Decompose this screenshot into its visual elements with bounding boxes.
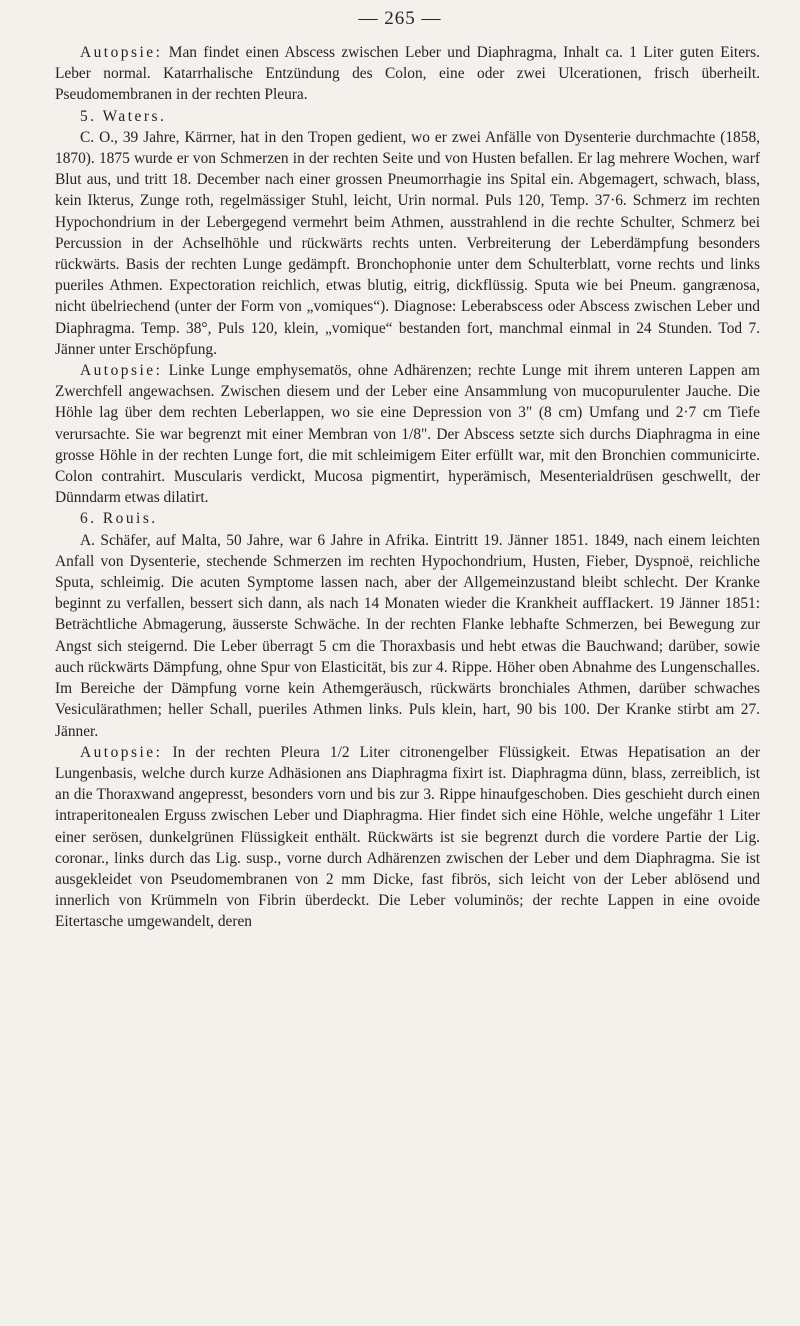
paragraph-text: In der rechten Pleura 1/2 Liter citronengelber Flüssigkeit. Etwas Hepatisation an der Lungenbasis, welche durch kurze Adhäsionen ans Diaphragma fixirt ist. Diaphragma dünn, blass, zerreiblich, ist an die Thoraxwand angepresst, besonders vorn und bis zur 3. Rippe hinaufgeschoben. Dies geschieht durch einen intraperitonealen Erguss zwischen Leber und Diaphragma. Hier findet sich eine Höhle, welche ungefähr 1 Liter einer serösen, dunkelgrünen Flüssigkeit enthält. Rückwärts ist sie begrenzt durch die vordere Partie der Lig. coronar., links durch das Lig. susp., vorne durch Adhärenzen zwischen der Leber und dem Diaphragma. Sie ist ausgekleidet von Pseudomembranen von 2 mm Dicke, fast fibrös, sich leicht von der Leber ablösend und innerlich von Krümmeln von Fibrin überdeckt. Die Leber voluminös; der rechte Lappen in eine ovoide Eitertasche umgewandelt, deren bbox=[55, 743, 760, 931]
autopsie-heading: Autopsie: bbox=[80, 44, 163, 61]
case-title: 6. Rouis. bbox=[80, 510, 158, 528]
case-heading-waters bbox=[55, 106, 760, 127]
paragraph-text: Man findet einen Abscess zwischen Leber und Diaphragma, Inhalt ca. 1 Liter guten Eiters. Leber normal. Katarrhalische Entzündung des Colon, eine oder zwei Ulcerationen, frisch überheilt. Pseudomembranen in der rechten Pleura. bbox=[55, 44, 760, 104]
paragraph-case-5 bbox=[55, 127, 760, 360]
paragraph-text: C. O., 39 Jahre, Kärrner, hat in den Tropen gedient, wo er zwei Anfälle von Dysenterie durchmachte (1858, 1870). 1875 wurde er von Schmerzen in der rechten Seite und von Husten befallen. Er lag mehrere Wochen, warf Blut aus, und tritt 18. December nach einer grossen Pneumorrhagie ins Spital ein. Abgemagert, schwach, blass, kein Ikterus, Zunge roth, regelmässiger Stuhl, leicht, Urin normal. Puls 120, Temp. 37·6. Schmerz im rechten Hypochondrium in der Lebergegend vermehrt beim Athmen, ausstrahlend in die rechte Schulter, Schmerz bei Percussion in der Achselhöhle und rückwärts rechts unten. Verbreiterung der Leberdämpfung besonders rückwärts. Basis der rechten Lunge gedämpft. Bronchophonie unter dem Schulterblatt, vorne rechts und links pueriles Athmen. Expectoration reichlich, etwas blutig, eitrig, dickflüssig. Sputa wie bei Pneum. gangrænosa, nicht übelriechend (unter der Form von „vomiques“). Diagnose: Leberabscess oder Abscess zwischen Leber und Diaphragma. Temp. 38°, Puls 120, klein, „vomique“ bestanden fort, manchmal einmal in 24 Stunden. Tod 7. Jänner unter Erschöpfung. bbox=[55, 128, 760, 358]
paragraph-autopsie-3 bbox=[55, 742, 760, 933]
case-title: 5. Waters. bbox=[80, 107, 167, 125]
paragraph-case-6 bbox=[55, 530, 760, 742]
paragraph-autopsie-1 bbox=[55, 42, 760, 106]
paragraph-text: Linke Lunge emphysematös, ohne Adhärenzen; rechte Lunge mit ihrem unteren Lappen am Zwerchfell angewachsen. Zwischen diesem und der Leber eine Ansammlung von mucopurulenter Jauche. Die Höhle lag über dem rechten Leberlappen, wo sie eine Depression von 3" (8 cm) Umfang und 2·7 cm Tiefe verursachte. Sie war begrenzt mit einer Membran von 1/8". Der Abscess setzte sich durchs Diaphragma in eine grosse Höhle in der rechten Lunge fort, die mit schleimigem Eiter erfüllt war, mit den Bronchien communicirte. Colon contrahirt. Muscularis verdickt, Mucosa pigmentirt, hyperämisch, Mesenterialdrüsen geschwellt, der Dünndarm etwas dilatirt. bbox=[55, 362, 760, 507]
paragraph-autopsie-2 bbox=[55, 360, 760, 508]
body-text bbox=[55, 42, 760, 933]
paragraph-text: A. Schäfer, auf Malta, 50 Jahre, war 6 Jahre in Afrika. Eintritt 19. Jänner 1851. 1849, nach einem leichten Anfall von Dysenterie, stechende Schmerzen im rechten Hypochondrium, Husten, Fieber, Dyspnoë, reichliche Sputa, schleimig. Die acuten Symptome lassen nach, aber der Allgemeinzustand bleibt schlecht. Der Kranke beginnt zu verfallen, bessert sich dann, als nach 14 Monaten wieder die Krankheit auffIackert. 19 Jänner 1851: Beträchtliche Abmagerung, äusserste Schwäche. In der rechten Flanke lebhafte Schmerzen, bei Bewegung zur Angst sich steigernd. Die Leber überragt 5 cm die Thoraxbasis und hebt etwas die Bauchwand; darüber, sowie auch rückwärts Dämpfung, ohne Spur von Elasticität, bis zur 4. Rippe. Höher oben Abnahme des Lungenschalles. Im Bereiche der Dämpfung vorne kein Athemgeräusch, rückwärts bronchiales Athmen, darüber schwaches Vesiculärathmen; heller Schall, pueriles Athmen links. Puls klein, hart, 90 bis 100. Der Kranke stirbt am 27. Jänner. bbox=[55, 531, 760, 740]
autopsie-heading: Autopsie: bbox=[80, 743, 163, 761]
page-number: — 265 — bbox=[358, 8, 442, 29]
case-heading-rouis bbox=[55, 508, 760, 529]
autopsie-heading: Autopsie: bbox=[80, 362, 163, 380]
